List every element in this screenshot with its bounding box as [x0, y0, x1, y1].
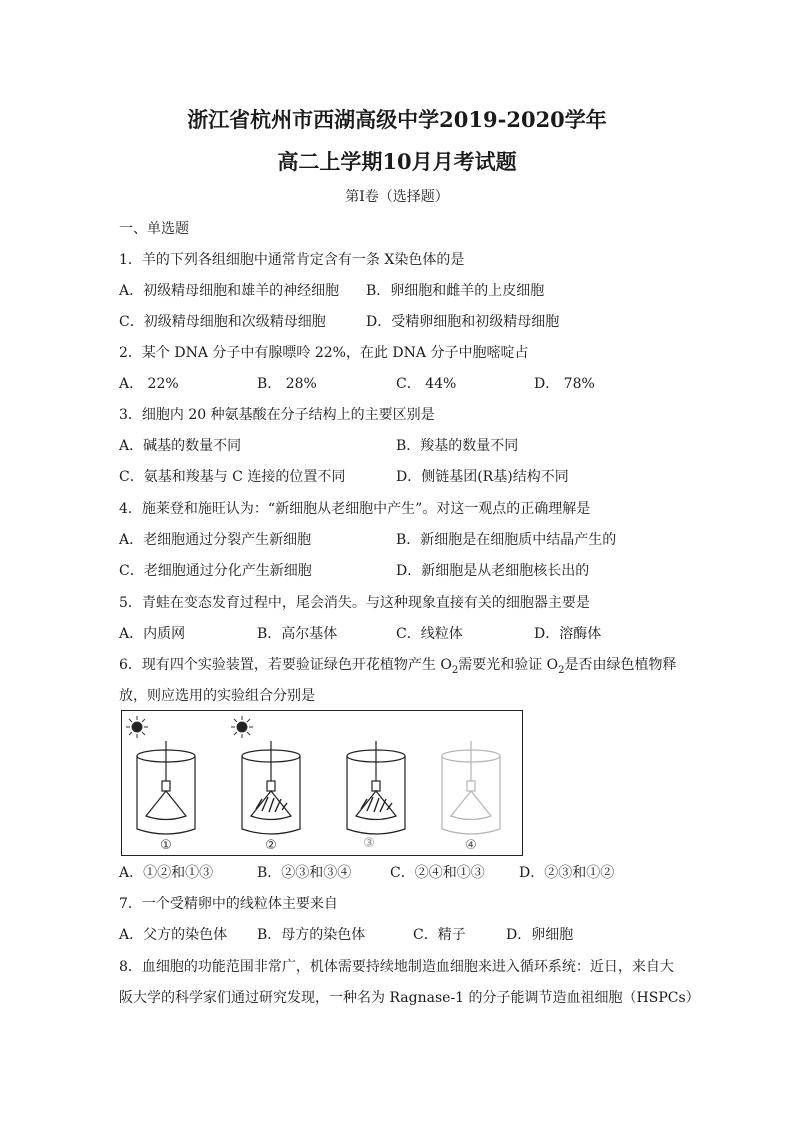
question-8-stem: 8．血细胞的功能范围非常广，机体需要持续地制造血细胞来进入循环系统：近日，来自大 [119, 959, 674, 975]
question-6-option-a: A．①②和①③ [119, 865, 214, 881]
figure-label-3: ③ [363, 836, 375, 851]
sun-icon-1 [126, 716, 148, 738]
question-8-stem-line2: 阪大学的科学家们通过研究发现，一种名为 Ragnase-1 的分子能调节造血祖细胞（HSPCs） [119, 990, 700, 1006]
part-heading: 一、单选题 [119, 221, 189, 237]
question-6-option-b: B．②③和③④ [257, 865, 352, 881]
apparatus-4 [442, 741, 500, 834]
question-4-option-d: D．新细胞是从老细胞核长出的 [396, 563, 590, 579]
experiment-apparatus-figure [121, 710, 523, 856]
question-2-option-b: B． 28% [257, 376, 317, 392]
apparatus-2 [242, 741, 300, 834]
question-1-option-d: D．受精卵细胞和初级精母细胞 [366, 314, 560, 330]
figure-label-1: ① [160, 838, 172, 853]
question-6-stem-line2: 放，则应选用的实验组合分别是 [119, 688, 315, 704]
question-3-option-b: B．羧基的数量不同 [396, 438, 519, 454]
question-7-option-d: D．卵细胞 [506, 927, 574, 943]
question-3-option-d: D．侧链基团(R基)结构不同 [396, 469, 569, 485]
question-4-stem: 4．施莱登和施旺认为：“新细胞从老细胞中产生”。对这一观点的正确理解是 [119, 501, 591, 517]
question-3-option-c: C．氨基和羧基与 C 连接的位置不同 [119, 469, 346, 485]
question-3-stem: 3．细胞内 20 种氨基酸在分子结构上的主要区别是 [119, 407, 435, 423]
apparatus-3 [347, 741, 405, 834]
figure-label-2: ② [265, 838, 277, 853]
question-7-option-b: B．母方的染色体 [257, 927, 366, 943]
document-title-line2: 高二上学期10月月考试题 [277, 149, 517, 174]
document-title-line1: 浙江省杭州市西湖高级中学2019-2020学年 [187, 107, 607, 132]
question-7-stem: 7．一个受精卵中的线粒体主要来自 [119, 896, 338, 912]
question-1-option-b: B．卵细胞和雌羊的上皮细胞 [366, 283, 545, 299]
question-1-stem: 1．羊的下列各组细胞中通常肯定含有一条 X染色体的是 [119, 252, 465, 268]
question-2-option-d: D． 78% [534, 376, 595, 392]
question-7-option-c: C．精子 [413, 927, 466, 943]
question-1-option-c: C．初级精母细胞和次级精母细胞 [119, 314, 326, 330]
question-4-option-a: A．老细胞通过分裂产生新细胞 [119, 532, 312, 548]
question-4-option-b: B．新细胞是在细胞质中结晶产生的 [396, 532, 617, 548]
question-5-option-b: B．高尔基体 [257, 626, 338, 642]
question-7-option-a: A．父方的染色体 [119, 927, 228, 943]
question-6-option-d: D．②③和①② [519, 865, 615, 881]
question-5-option-d: D．溶酶体 [534, 626, 602, 642]
figure-label-4: ④ [465, 838, 477, 853]
sun-icon-2 [231, 716, 253, 738]
apparatus-drawing [122, 711, 522, 855]
section-heading: 第Ⅰ卷（选择题） [345, 189, 449, 205]
question-2-option-a: A． 22% [119, 376, 179, 392]
question-5-stem: 5．青蛙在变态发育过程中，尾会消失。与这种现象直接有关的细胞器主要是 [119, 595, 590, 611]
question-2-stem: 2．某个 DNA 分子中有腺嘌呤 22%，在此 DNA 分子中胞嘧啶占 [119, 345, 529, 361]
question-1-option-a: A．初级精母细胞和雄羊的神经细胞 [119, 283, 340, 299]
question-6-option-c: C．②④和①③ [390, 865, 485, 881]
question-2-option-c: C． 44% [396, 376, 457, 392]
apparatus-1 [137, 741, 195, 834]
question-5-option-c: C．线粒体 [396, 626, 463, 642]
question-3-option-a: A．碱基的数量不同 [119, 438, 242, 454]
question-4-option-c: C．老细胞通过分化产生新细胞 [119, 563, 312, 579]
question-5-option-a: A．内质网 [119, 626, 186, 642]
question-6-stem: 6．现有四个实验装置，若要验证绿色开花植物产生 $O_2$需要光和验证 $O_2$是否由绿色植物释 [119, 657, 677, 676]
